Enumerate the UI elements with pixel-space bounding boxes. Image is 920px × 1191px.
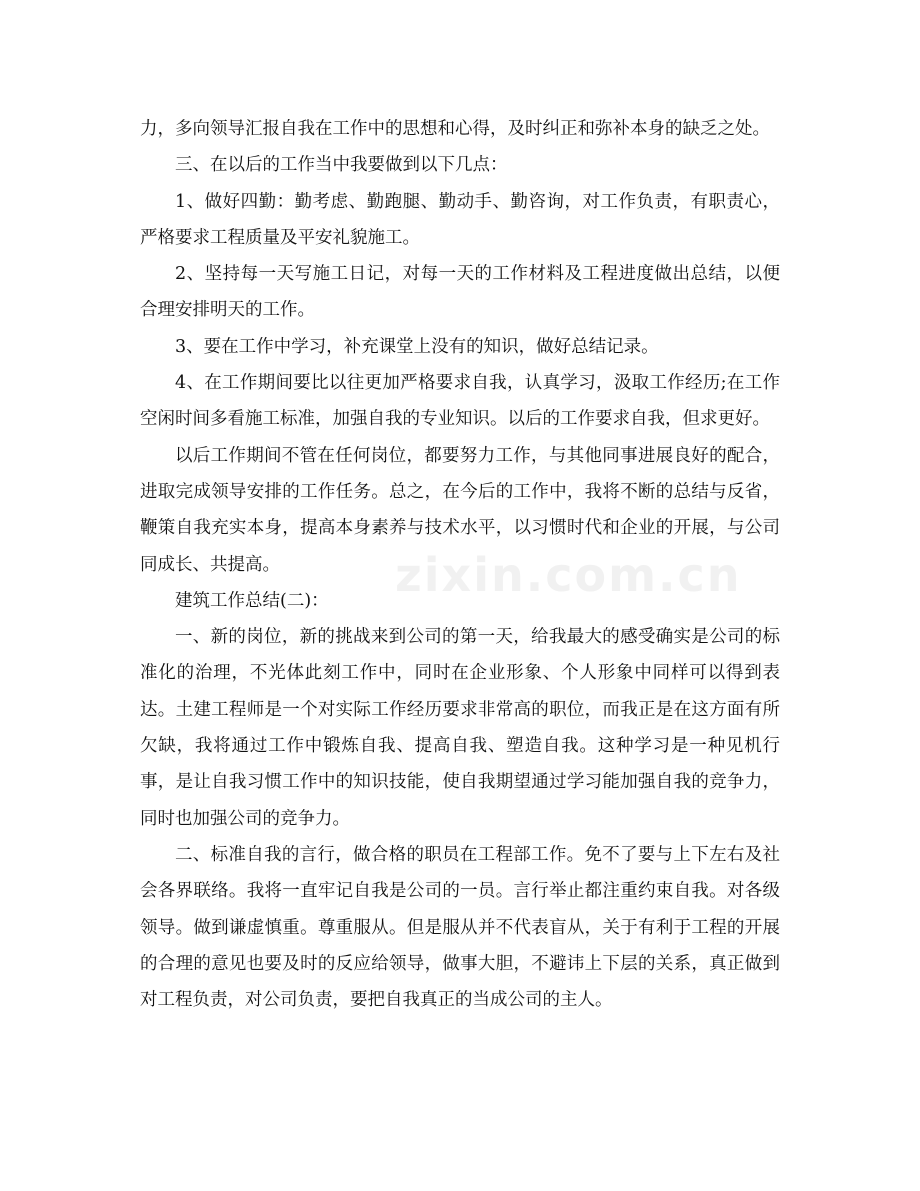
- document-body: [140, 111, 780, 1018]
- paragraph-2: 三、在以后的工作当中我要做到以下几点：: [175, 155, 508, 176]
- paragraph-5: 3、要在工作中学习，补充课堂上没有的知识，做好总结记录。: [175, 336, 659, 357]
- paragraph-10: 二、标准自我的言行，做合格的职员在工程部工作。免不了要与上下左右及社会各界联络。我将一直牢记自我是公司的一员。言行举止都注重约束自我。对各级领导。做到谦虚慎重。尊重服从。但是服从并不代表盲从，关于有利于工程的开展的合理的意见也要及时的反应给领导，做事大胆，不避讳上下层的关系，真正做到对工程负责，对公司负责，要把自我真正的当成公司的主人。: [140, 844, 780, 1011]
- paragraph-3: 1、做好四勤：勤考虑、勤跑腿、勤动手、勤咨询，对工作负责，有职责心，严格要求工程质量及平安礼貌施工。: [140, 191, 780, 248]
- paragraph-4: 2、坚持每一天写施工日记，对每一天的工作材料及工程进度做出总结，以便合理安排明天的工作。: [140, 264, 780, 321]
- paragraph-7: 以后工作期间不管在任何岗位，都要努力工作，与其他同事进展良好的配合，进取完成领导安排的工作任务。总之，在今后的工作中，我将不断的总结与反省，鞭策自我充实本身，提高本身素养与技术水平，以习惯时代和企业的开展，与公司同成长、共提高。: [140, 445, 780, 575]
- paragraph-1: 力，多向领导汇报自我在工作中的思想和心得，及时纠正和弥补本身的缺乏之处。: [140, 119, 770, 139]
- paragraph-6: 4、在工作期间要比以往更加严格要求自我，认真学习，汲取工作经历;在工作空闲时间多看施工标准，加强自我的专业知识。以后的工作要求自我，但求更好。: [140, 373, 780, 430]
- section-heading: 建筑工作总结(二)：: [175, 590, 329, 611]
- paragraph-9: 一、新的岗位，新的挑战来到公司的第一天，给我最大的感受确实是公司的标准化的治理，不光体此刻工作中，同时在企业形象、个人形象中同样可以得到表达。土建工程师是一个对实际工作经历要求非常高的职位，而我正是在这方面有所欠缺，我将通过工作中锻炼自我、提高自我、塑造自我。这种学习是一种见机行事，是让自我习惯工作中的知识技能，使自我期望通过学习能加强自我的竞争力，同时也加强公司的竞争力。: [140, 627, 780, 829]
- watermark: zixin.com.cn: [395, 548, 742, 602]
